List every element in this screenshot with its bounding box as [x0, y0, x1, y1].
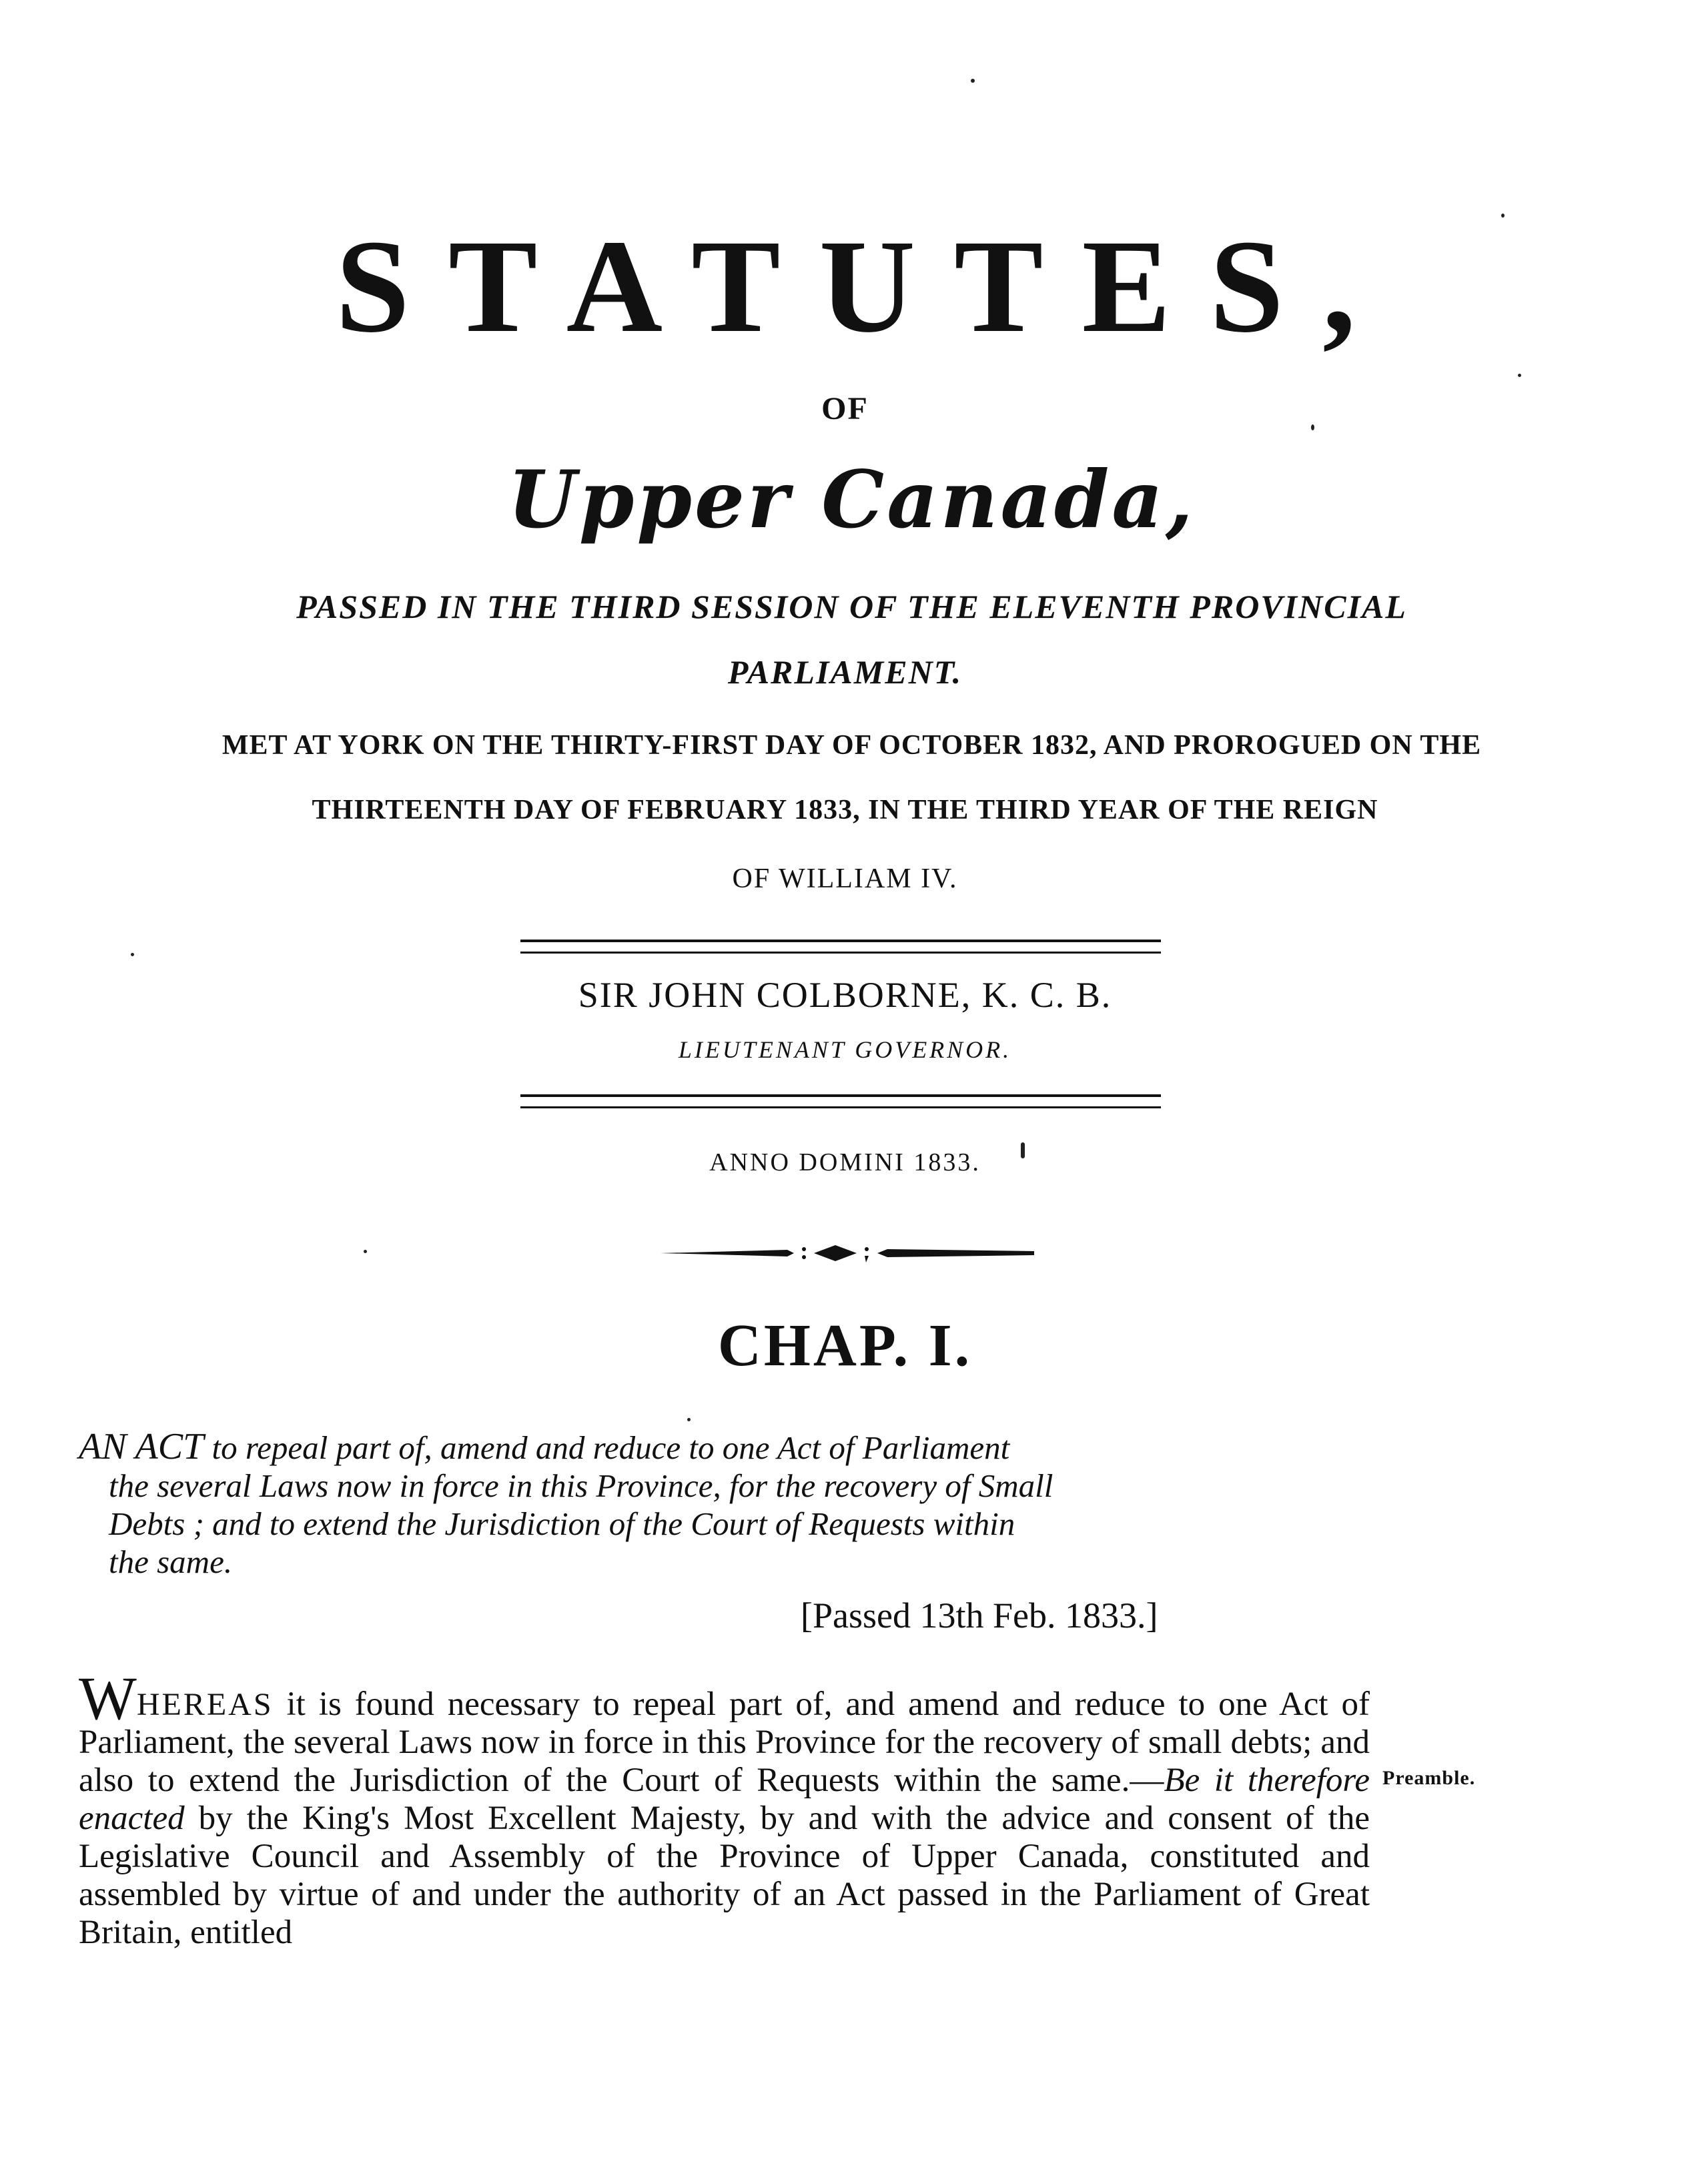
met-line-2: THIRTEENTH DAY OF FEBRUARY 1833, IN THE THIRD YEAR OF THE REIGN	[312, 795, 1378, 825]
print-speck	[1518, 374, 1521, 377]
act-title-line-4: the same.	[109, 1543, 233, 1580]
margin-note: Preamble.	[1382, 1767, 1476, 1789]
session-line-1: PASSED IN THE THIRD SESSION OF THE ELEVENTH PROVINCIAL	[296, 588, 1407, 625]
met-line-1: MET AT YORK ON THE THIRTY-FIRST DAY OF OCTOBER 1832, AND PROROGUED ON THE	[222, 730, 1482, 761]
of-word: OF	[821, 391, 869, 426]
whereas-caps: HEREAS	[136, 1687, 274, 1722]
session-line-2: PARLIAMENT.	[727, 653, 963, 691]
double-rule-bottom	[520, 1094, 1161, 1108]
main-title: STATUTES,	[335, 213, 1395, 360]
chapter-heading: CHAP. I.	[717, 1313, 973, 1379]
print-speck	[687, 1418, 691, 1421]
drop-cap: W	[79, 1664, 137, 1732]
anno-domini: ANNO DOMINI 1833.	[709, 1148, 981, 1176]
act-title-line-3: Debts ; and to extend the Jurisdiction of the Court of Requests within	[109, 1505, 1015, 1542]
print-speck	[971, 79, 975, 83]
print-speck	[1021, 1142, 1025, 1158]
preamble-text-part-2: by the King's Most Excellent Majesty, by and with the advice and consent of the Legislative Council and Assembly of the Province of Upper Canada, constituted and assembled by virtue of and under the authority of an Act passed in the Parliament of Great Britain, entitled	[79, 1800, 1370, 1951]
preamble-text-part-1: it is found necessary to repeal part of, and amend and reduce to one Act of Parliament, the several Laws now in force in this Province for the recovery of small debts; and also to extend the Jurisdiction of the Court of Requests within the same.—	[79, 1686, 1370, 1799]
act-title	[79, 1428, 1370, 1581]
act-title-line-2: the several Laws now in force in this Province, for the recovery of Small	[109, 1467, 1053, 1504]
passed-date: [Passed 13th Feb. 1833.]	[801, 1595, 1158, 1635]
print-speck	[364, 1250, 367, 1253]
print-speck	[131, 953, 134, 956]
ornament-divider-icon	[661, 1241, 1034, 1265]
act-title-lead: AN ACT	[79, 1426, 204, 1467]
governor-name: SIR JOHN COLBORNE, K. C. B.	[578, 975, 1112, 1015]
governor-title: LIEUTENANT GOVERNOR.	[678, 1036, 1012, 1063]
province-name: Upper Canada,	[508, 453, 1196, 546]
print-speck	[1501, 214, 1505, 218]
act-title-line-1: to repeal part of, amend and reduce to one Act of Parliament	[203, 1429, 1010, 1466]
preamble-text	[79, 1664, 1370, 1952]
met-line-3: OF WILLIAM IV.	[732, 863, 958, 894]
double-rule-top	[520, 940, 1161, 954]
enactment-phrase: Be it therefore enacted	[79, 1762, 1370, 1837]
print-speck	[1311, 424, 1314, 430]
